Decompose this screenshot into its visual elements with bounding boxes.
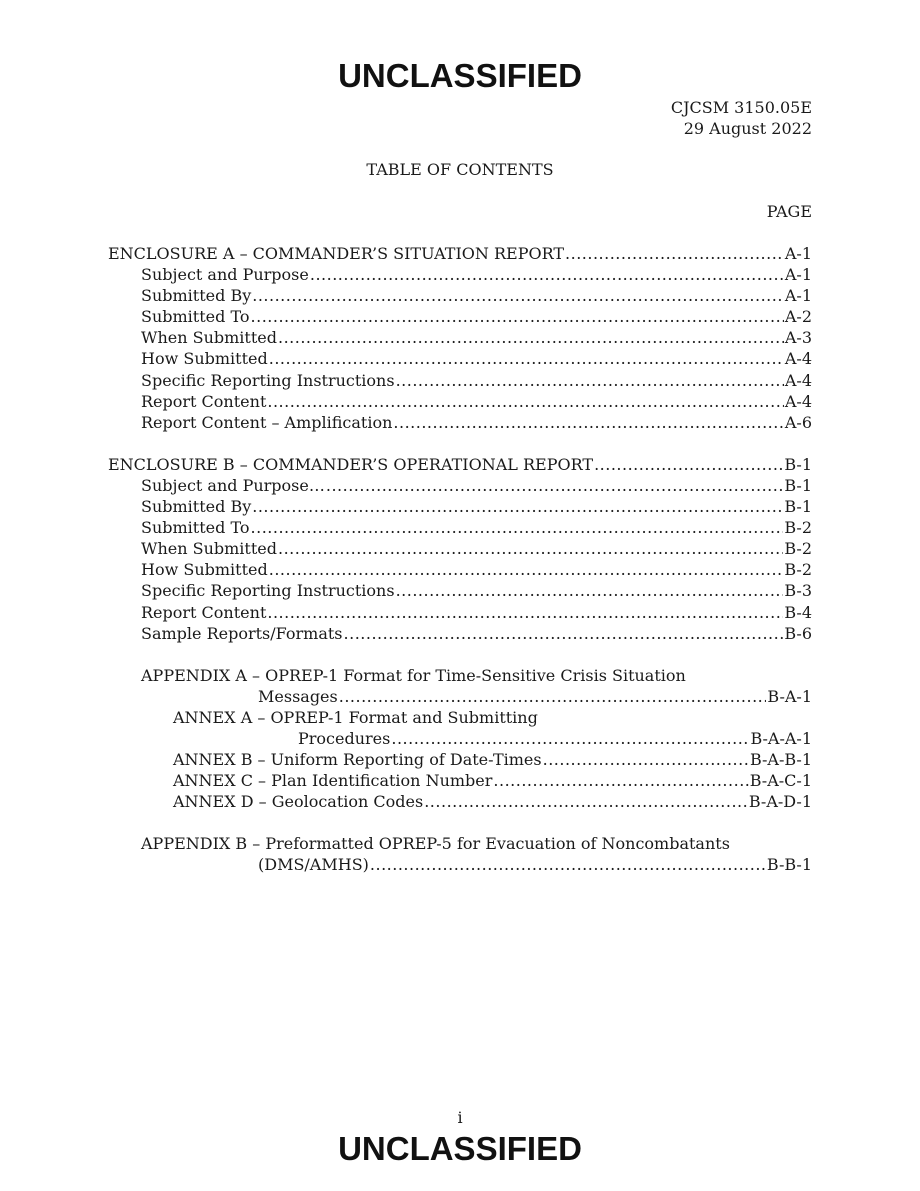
dot-leader [493,770,748,791]
document-date: 29 August 2022 [683,119,812,138]
classification-header: UNCLASSIFIED [338,57,582,94]
dot-leader [396,370,784,391]
toc-entry-title: ANNEX B – Uniform Reporting of Date-Times [173,750,542,770]
dot-leader [326,475,784,496]
toc-entry-page: B-2 [784,560,812,580]
toc-entry[interactable] [108,412,812,433]
toc-entry-title: ENCLOSURE A – COMMANDER’S SITUATION REPORT [108,244,565,263]
toc-entry-title: When Submitted [141,328,277,348]
toc-entry-page: A-4 [784,370,812,390]
toc-entry-title: How Submitted [141,349,268,369]
toc-entry-title: How Submitted [141,560,268,580]
classification-footer: UNCLASSIFIED [338,1130,582,1167]
dot-leader [565,243,784,264]
toc-entry[interactable] [108,348,812,369]
toc-entry-page: A-3 [784,328,812,348]
toc-entry-enclosure-a[interactable] [108,243,812,264]
dot-leader [267,391,783,412]
toc-entry-page: B-1 [784,475,812,495]
toc-entry[interactable] [108,602,812,623]
document-number: CJCSM 3150.05E [670,98,812,117]
dot-leader [278,327,784,348]
dot-leader [339,686,767,707]
toc-entry[interactable] [108,370,812,391]
toc-entry-page: B-A-A-1 [750,728,812,748]
toc-entry-annex-d[interactable] [108,791,812,812]
toc-entry-page: B-1 [784,497,812,517]
toc-entry-title: ENCLOSURE B – COMMANDER’S OPERATIONAL REPORT [108,454,594,474]
dot-leader [252,285,784,306]
toc-entry[interactable] [108,517,812,538]
toc-entry-title: Submitted By [141,497,252,517]
toc-entry[interactable] [108,475,812,496]
dot-leader [594,454,783,475]
toc-entry-appendix-a[interactable] [108,686,812,707]
page-column-header: PAGE [766,202,812,221]
toc-entry-title: Messages [258,686,338,706]
dot-leader [310,264,784,285]
dot-leader [251,517,784,538]
toc-entry-appendix-b-title[interactable]: APPENDIX B – Preformatted OPREP-5 for Evacuation of Noncombatants [141,834,730,854]
dot-leader [370,854,766,875]
toc-entry-title: Submitted To [141,307,250,327]
toc-entry[interactable] [108,496,812,517]
toc-entry-title: Subject and Purpose… [141,475,325,495]
toc-entry[interactable] [108,559,812,580]
toc-entry-title: ANNEX C – Plan Identification Number [173,771,493,791]
toc-entry-page: B-2 [784,518,812,538]
toc-entry[interactable] [108,538,812,559]
section-gap [108,644,812,665]
page-number: i [457,1108,463,1127]
dot-leader [393,412,783,433]
table-of-contents [108,243,812,876]
toc-entry[interactable] [108,391,812,412]
toc-entry-title: When Submitted [141,539,277,559]
toc-entry-annex-a[interactable] [108,728,812,749]
toc-entry-title: Submitted To [141,518,250,538]
toc-entry-title: Specific Reporting Instructions [141,581,395,601]
toc-entry-title: Sample Reports/Formats [141,623,343,643]
toc-entry-page: B-1 [784,454,812,474]
toc-title: TABLE OF CONTENTS [366,160,554,179]
toc-entry-enclosure-b[interactable] [108,454,812,475]
toc-entry-page: A-1 [784,286,812,306]
toc-entry-title: Specific Reporting Instructions [141,370,395,390]
section-gap [108,812,812,833]
toc-entry-page: A-4 [784,391,812,411]
toc-entry[interactable] [108,580,812,601]
document-identifier-block [671,97,812,139]
toc-entry-title: Report Content [141,391,267,411]
dot-leader [269,348,784,369]
toc-entry-page: A-1 [784,265,812,285]
dot-leader [269,559,784,580]
toc-entry-annex-b[interactable] [108,749,812,770]
dot-leader [344,623,784,644]
toc-entry[interactable] [108,264,812,285]
section-gap [108,433,812,454]
dot-leader [252,496,783,517]
toc-entry-page: B-A-B-1 [749,750,812,770]
toc-entry-page: B-2 [784,539,812,559]
toc-entry-annex-a-title[interactable]: ANNEX A – OPREP-1 Format and Submitting [173,707,538,727]
toc-entry-title: Subject and Purpose [141,265,309,285]
toc-entry-title: Procedures [298,728,391,748]
toc-entry-page: B-6 [784,623,812,643]
toc-entry-title: Submitted By [141,286,252,306]
toc-entry-page: B-B-1 [766,855,812,875]
toc-entry-page: B-A-D-1 [748,792,812,812]
toc-entry-appendix-b[interactable] [108,854,812,875]
dot-leader [396,580,784,601]
toc-entry-page: B-4 [784,602,812,622]
dot-leader [424,791,748,812]
toc-entry-title: Report Content [141,602,267,622]
toc-entry[interactable] [108,327,812,348]
toc-entry-page: B-3 [784,581,812,601]
toc-entry[interactable] [108,306,812,327]
dot-leader [278,538,783,559]
toc-entry-page: B-A-C-1 [749,771,812,791]
toc-entry-page: A-1 [784,244,812,263]
dot-leader [251,306,784,327]
toc-entry-title: Report Content – Amplification [141,412,393,432]
toc-entry-page: B-A-1 [767,686,812,706]
toc-entry-title: ANNEX D – Geolocation Codes [173,792,424,812]
toc-entry-page: A-6 [784,412,812,432]
dot-leader [391,728,749,749]
toc-entry[interactable] [108,285,812,306]
toc-entry-page: A-2 [784,307,812,327]
toc-entry-title: (DMS/AMHS) [258,855,369,875]
toc-entry-page: A-4 [784,349,812,369]
toc-entry-annex-c[interactable] [108,770,812,791]
dot-leader [543,749,749,770]
dot-leader [267,602,783,623]
toc-entry[interactable] [108,623,812,644]
toc-entry-appendix-a-title[interactable]: APPENDIX A – OPREP-1 Format for Time-Sensitive Crisis Situation [141,665,686,685]
